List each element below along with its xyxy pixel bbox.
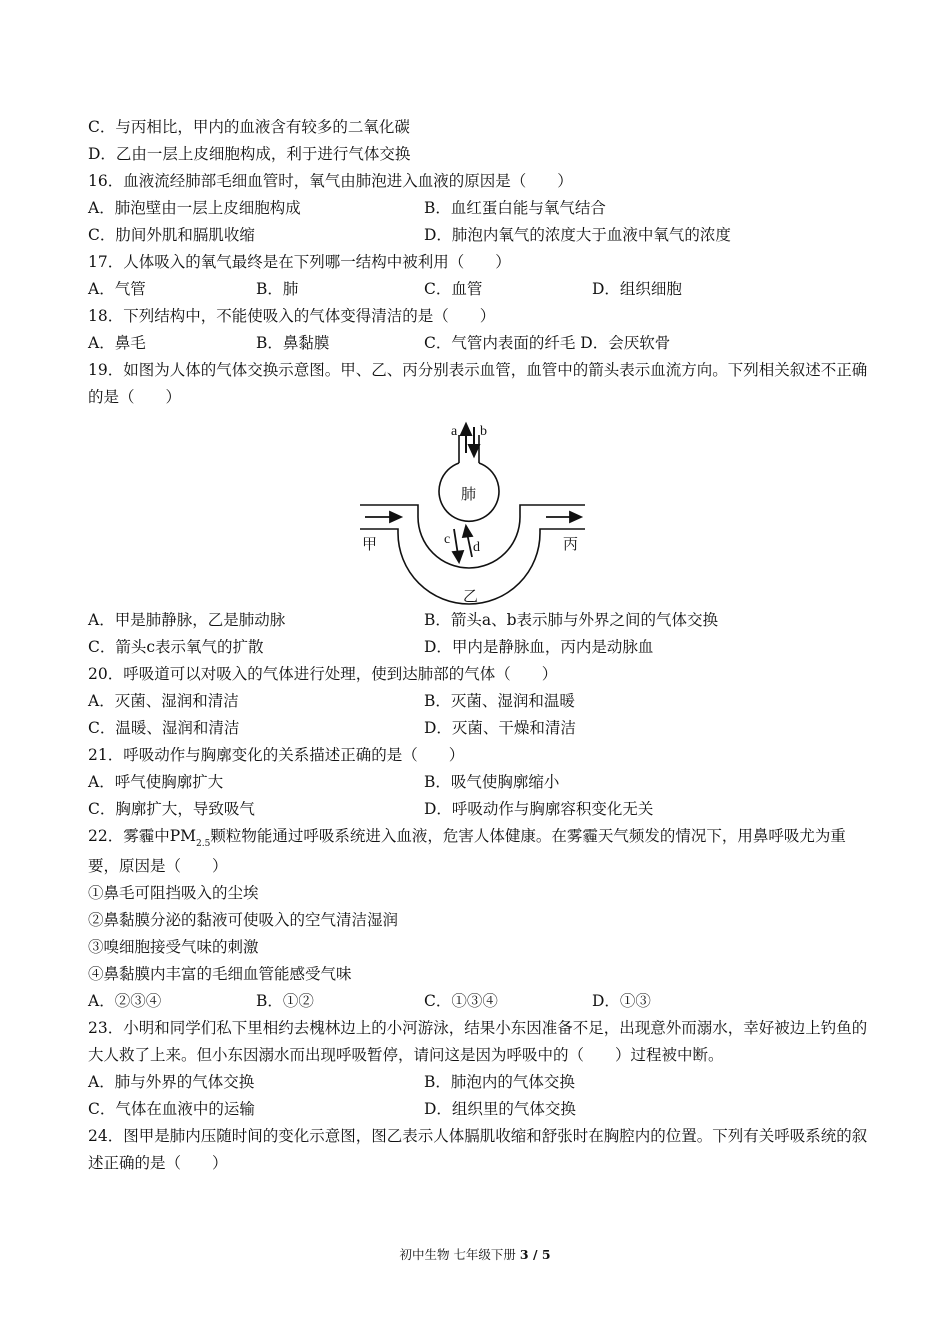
q20-option-c: C．温暖、湿润和清洁	[88, 719, 240, 737]
gas-exchange-figure	[88, 411, 868, 607]
q21-options-row1	[88, 769, 868, 796]
q22-option-a: A．②③④	[88, 992, 162, 1010]
q18-option-a: A．鼻毛	[88, 334, 146, 352]
q18-stem: 18．下列结构中，不能使吸入的气体变得清洁的是（ ）	[88, 307, 496, 325]
figure-label-yi: 乙	[463, 589, 479, 605]
q22-option-c: C．①③④	[424, 992, 498, 1010]
q19-option-c: C．箭头c表示氧气的扩散	[88, 638, 264, 656]
q16-options-row1	[88, 195, 868, 222]
q17-stem: 17．人体吸入的氧气最终是在下列哪一结构中被利用（ ）	[88, 253, 511, 271]
q21-option-b: B．吸气使胸廓缩小	[424, 773, 560, 791]
q23-option-a: A．肺与外界的气体交换	[88, 1073, 255, 1091]
q21-option-c: C．胸廓扩大，导致吸气	[88, 800, 255, 818]
q22-stem-post: 颗粒物能通过呼吸系统进入血液，危害人体健康。在雾霾天气频发的情况下，用鼻呼吸尤为重要，原因是（ ）	[88, 827, 846, 875]
q23-option-b: B．肺泡内的气体交换	[424, 1073, 575, 1091]
gas-exchange-diagram	[360, 411, 600, 607]
q18-options	[88, 330, 868, 357]
q20-options-row1	[88, 688, 868, 715]
q18-option-b: B．鼻黏膜	[256, 334, 330, 352]
q17-option-c: C．血管	[424, 280, 483, 298]
q22-stem-pre: 22．雾霾中PM	[88, 827, 197, 845]
q24-stem: 24．图甲是肺内压随时间的变化示意图，图乙表示人体膈肌收缩和舒张时在胸腔内的位置。下列有关呼吸系统的叙述正确的是（ ）	[88, 1127, 868, 1172]
q21-option-a: A．呼气使胸廓扩大	[88, 773, 224, 791]
q20-option-d: D．灭菌、干燥和清洁	[424, 719, 576, 737]
q17-option-b: B．肺	[256, 280, 299, 298]
q19-stem: 19．如图为人体的气体交换示意图。甲、乙、丙分别表示血管，血管中的箭头表示血流方向。下列相关叙述不正确的是（ ）	[88, 361, 868, 406]
q21-stem: 21．呼吸动作与胸廓变化的关系描述正确的是（ ）	[88, 746, 465, 764]
figure-label-d: d	[473, 540, 480, 555]
q18-option-cd: C．气管内表面的纤毛 D．会厌软骨	[424, 334, 671, 352]
q19-option-a: A．甲是肺静脉，乙是肺动脉	[88, 611, 286, 629]
q22-stem-subscript: 2.5	[196, 839, 211, 849]
q15-option-d: D．乙由一层上皮细胞构成，利于进行气体交换	[88, 145, 411, 163]
q23-option-c: C．气体在血液中的运输	[88, 1100, 255, 1118]
q16-option-d: D．肺泡内氧气的浓度大于血液中氧气的浓度	[424, 226, 731, 244]
figure-label-a: a	[451, 424, 458, 439]
q23-options-row2	[88, 1096, 868, 1123]
q16-stem: 16．血液流经肺部毛细血管时，氧气由肺泡进入血液的原因是（ ）	[88, 172, 573, 190]
figure-label-b: b	[480, 424, 487, 439]
q22-option-b: B．①②	[256, 992, 314, 1010]
q15-option-c: C．与丙相比，甲内的血液含有较多的二氧化碳	[88, 118, 410, 136]
q20-stem: 20．呼吸道可以对吸入的气体进行处理，使到达肺部的气体（ ）	[88, 665, 558, 683]
figure-label-jia: 甲	[362, 537, 378, 553]
q17-option-a: A．气管	[88, 280, 146, 298]
q22-statement-4: ④鼻黏膜内丰富的毛细血管能感受气味	[88, 965, 352, 983]
q22-statement-2: ②鼻黏膜分泌的黏液可使吸入的空气清洁湿润	[88, 911, 399, 929]
q16-option-a: A．肺泡壁由一层上皮细胞构成	[88, 199, 301, 217]
q22-statement-3: ③嗅细胞接受气味的刺激	[88, 938, 259, 956]
q19-option-d: D．甲内是静脉血，丙内是动脉血	[424, 638, 654, 656]
q17-option-d: D．组织细胞	[592, 280, 682, 298]
q22-stem	[88, 823, 868, 880]
q16-option-c: C．肋间外肌和膈肌收缩	[88, 226, 255, 244]
q21-option-d: D．呼吸动作与胸廓容积变化无关	[424, 800, 654, 818]
page-footer	[0, 1246, 950, 1264]
q19-options-row2	[88, 634, 868, 661]
q16-options-row2	[88, 222, 868, 249]
question-list	[88, 114, 868, 1177]
q23-options-row1	[88, 1069, 868, 1096]
figure-label-bing: 丙	[563, 537, 579, 553]
figure-label-lung: 肺	[461, 487, 477, 503]
q20-options-row2	[88, 715, 868, 742]
q22-option-d: D．①③	[592, 992, 651, 1010]
q20-option-b: B．灭菌、湿润和温暖	[424, 692, 575, 710]
q16-option-b: B．血红蛋白能与氧气结合	[424, 199, 606, 217]
q20-option-a: A．灭菌、湿润和清洁	[88, 692, 239, 710]
q19-option-b: B．箭头a、b表示肺与外界之间的气体交换	[424, 611, 719, 629]
q19-options-row1	[88, 607, 868, 634]
q22-statement-1: ①鼻毛可阻挡吸入的尘埃	[88, 884, 259, 902]
q23-stem: 23．小明和同学们私下里相约去槐林边上的小河游泳，结果小东因准备不足，出现意外而溺水，幸好被边上钓鱼的大人救了上来。但小东因溺水而出现呼吸暂停，请问这是因为呼吸中的（ ）过程被中断。	[88, 1019, 868, 1064]
figure-label-c: c	[444, 532, 451, 547]
q23-option-d: D．组织里的气体交换	[424, 1100, 576, 1118]
footer-page-number: 3 / 5	[519, 1247, 551, 1262]
q22-options	[88, 988, 868, 1015]
footer-text: 初中生物 七年级下册	[399, 1247, 520, 1262]
q21-options-row2	[88, 796, 868, 823]
q17-options	[88, 276, 868, 303]
